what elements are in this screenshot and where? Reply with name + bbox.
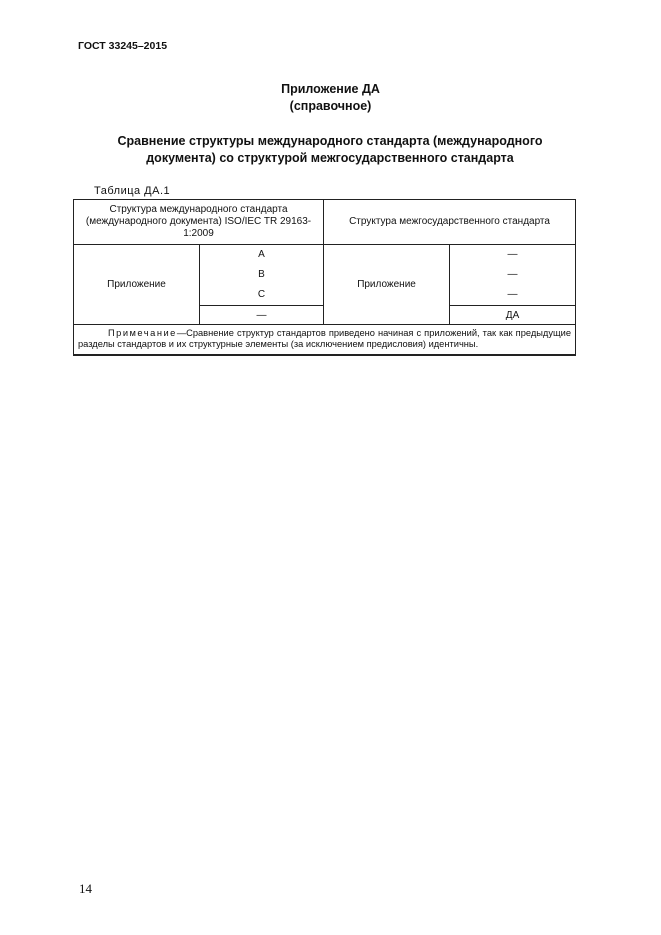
interstate-section-cell: Приложение — [324, 245, 450, 325]
note-label: Примечание — [108, 328, 177, 338]
interstate-item: — — [507, 269, 518, 280]
header-interstate-structure: Структура межгосударственного стандарта — [324, 200, 576, 245]
international-extra-cell: — — [200, 306, 324, 325]
table-caption: Таблица ДА.1 — [94, 185, 171, 197]
interstate-extra-cell: ДА — [450, 306, 576, 325]
interstate-items-cell — [450, 245, 576, 306]
international-item: C — [257, 289, 266, 300]
international-section-cell: Приложение — [74, 245, 200, 325]
header-international-structure: Структура международного стандарта (международного документа) ISO/IEC TR 29163-1:2009 — [74, 200, 324, 245]
table-row — [74, 245, 576, 306]
document-heading — [80, 133, 580, 167]
table-note-row — [74, 325, 576, 356]
interstate-item: — — [507, 289, 518, 300]
document-code: ГОСТ 33245–2015 — [78, 40, 168, 52]
table-header-row — [74, 200, 576, 245]
appendix-subtitle: (справочное) — [289, 99, 372, 113]
international-item: B — [258, 269, 265, 280]
note-text: —Сравнение структур стандартов приведено начиная с приложений, так как предыдущие разделы стандартов и их структурные элементы (за исключением предисловия) идентичны. — [78, 328, 572, 349]
heading-line-2: документа) со структурой межгосударственного стандарта — [146, 151, 514, 165]
appendix-title: Приложение ДА — [281, 82, 380, 96]
appendix-title-block — [0, 81, 661, 115]
table-note — [74, 325, 576, 356]
heading-line-1: Сравнение структуры международного стандарта (международного — [117, 134, 543, 148]
page-number: 14 — [79, 881, 92, 896]
comparison-table — [73, 199, 576, 356]
international-items-cell — [200, 245, 324, 306]
international-item: A — [258, 249, 265, 260]
interstate-item: — — [507, 249, 518, 260]
